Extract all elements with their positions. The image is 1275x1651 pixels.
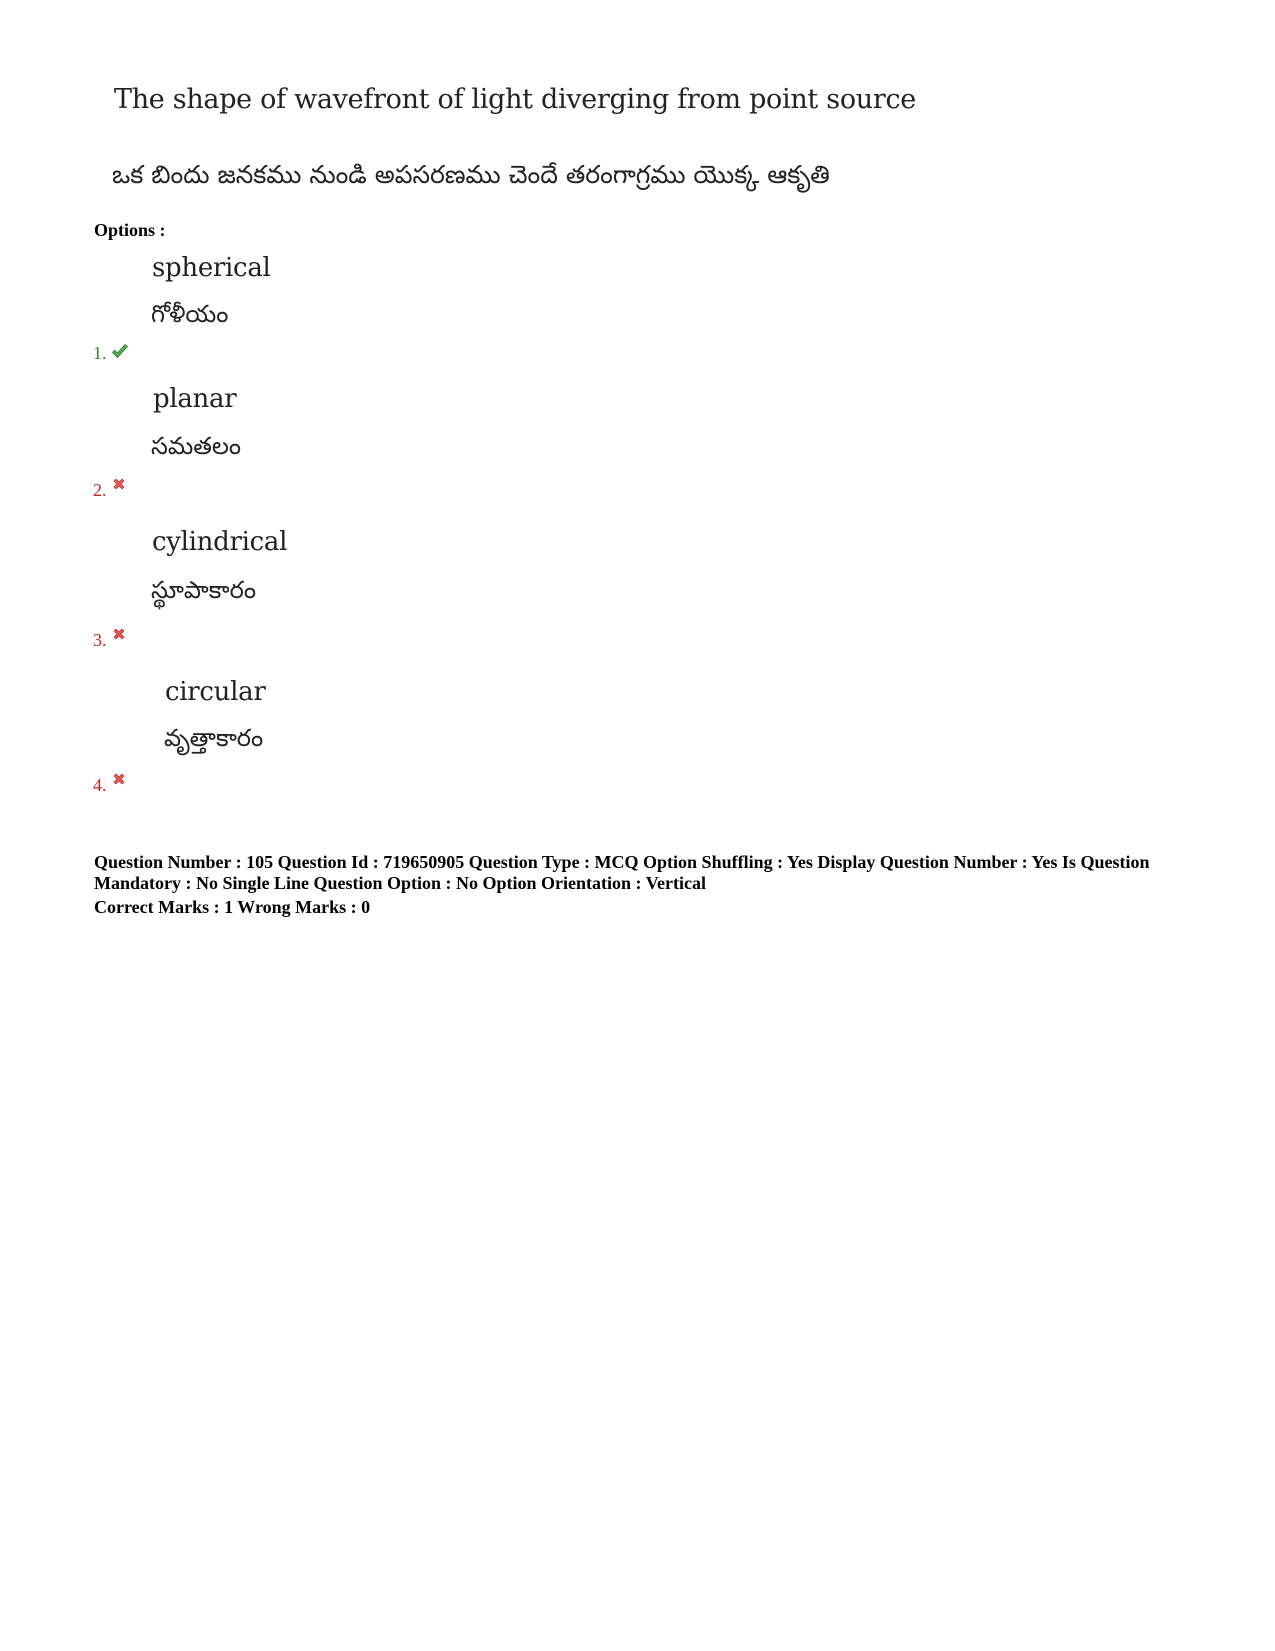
options-label: Options :	[94, 220, 166, 240]
question-text-telugu: ఒక బిందు జనకము నుండి అపసరణము చెందే తరంగాగ్రము యొక్క ఆకృతి	[112, 160, 830, 189]
option-3-telugu: స్థూపాకారం	[151, 576, 256, 604]
option-4-telugu: వృత్తాకారం	[164, 724, 264, 752]
option-2-english: planar	[153, 384, 237, 414]
option-3-english: cylindrical	[152, 527, 288, 557]
option-1-english: spherical	[152, 253, 271, 283]
option-4-english: circular	[165, 677, 266, 707]
option-4-number: 4.	[93, 775, 107, 795]
option-1-number: 1.	[93, 343, 107, 363]
marks-info: Correct Marks : 1 Wrong Marks : 0	[94, 897, 371, 917]
cross-icon	[112, 627, 126, 641]
option-2-number: 2.	[93, 480, 107, 500]
question-text-english: The shape of wavefront of light diverging from point source	[114, 84, 916, 115]
cross-icon	[112, 772, 126, 786]
question-metadata-line-1: Question Number : 105 Question Id : 719650905 Question Type : MCQ Option Shuffling : Yes Display Question Number : Yes Is Question	[94, 852, 1150, 872]
check-icon	[111, 343, 129, 361]
option-2-telugu: సమతలం	[151, 432, 242, 460]
question-metadata-line-2: Mandatory : No Single Line Question Option : No Option Orientation : Vertical	[94, 873, 707, 893]
cross-icon	[112, 477, 126, 491]
option-1-telugu: గోళీయం	[151, 300, 229, 328]
option-3-number: 3.	[93, 630, 107, 650]
